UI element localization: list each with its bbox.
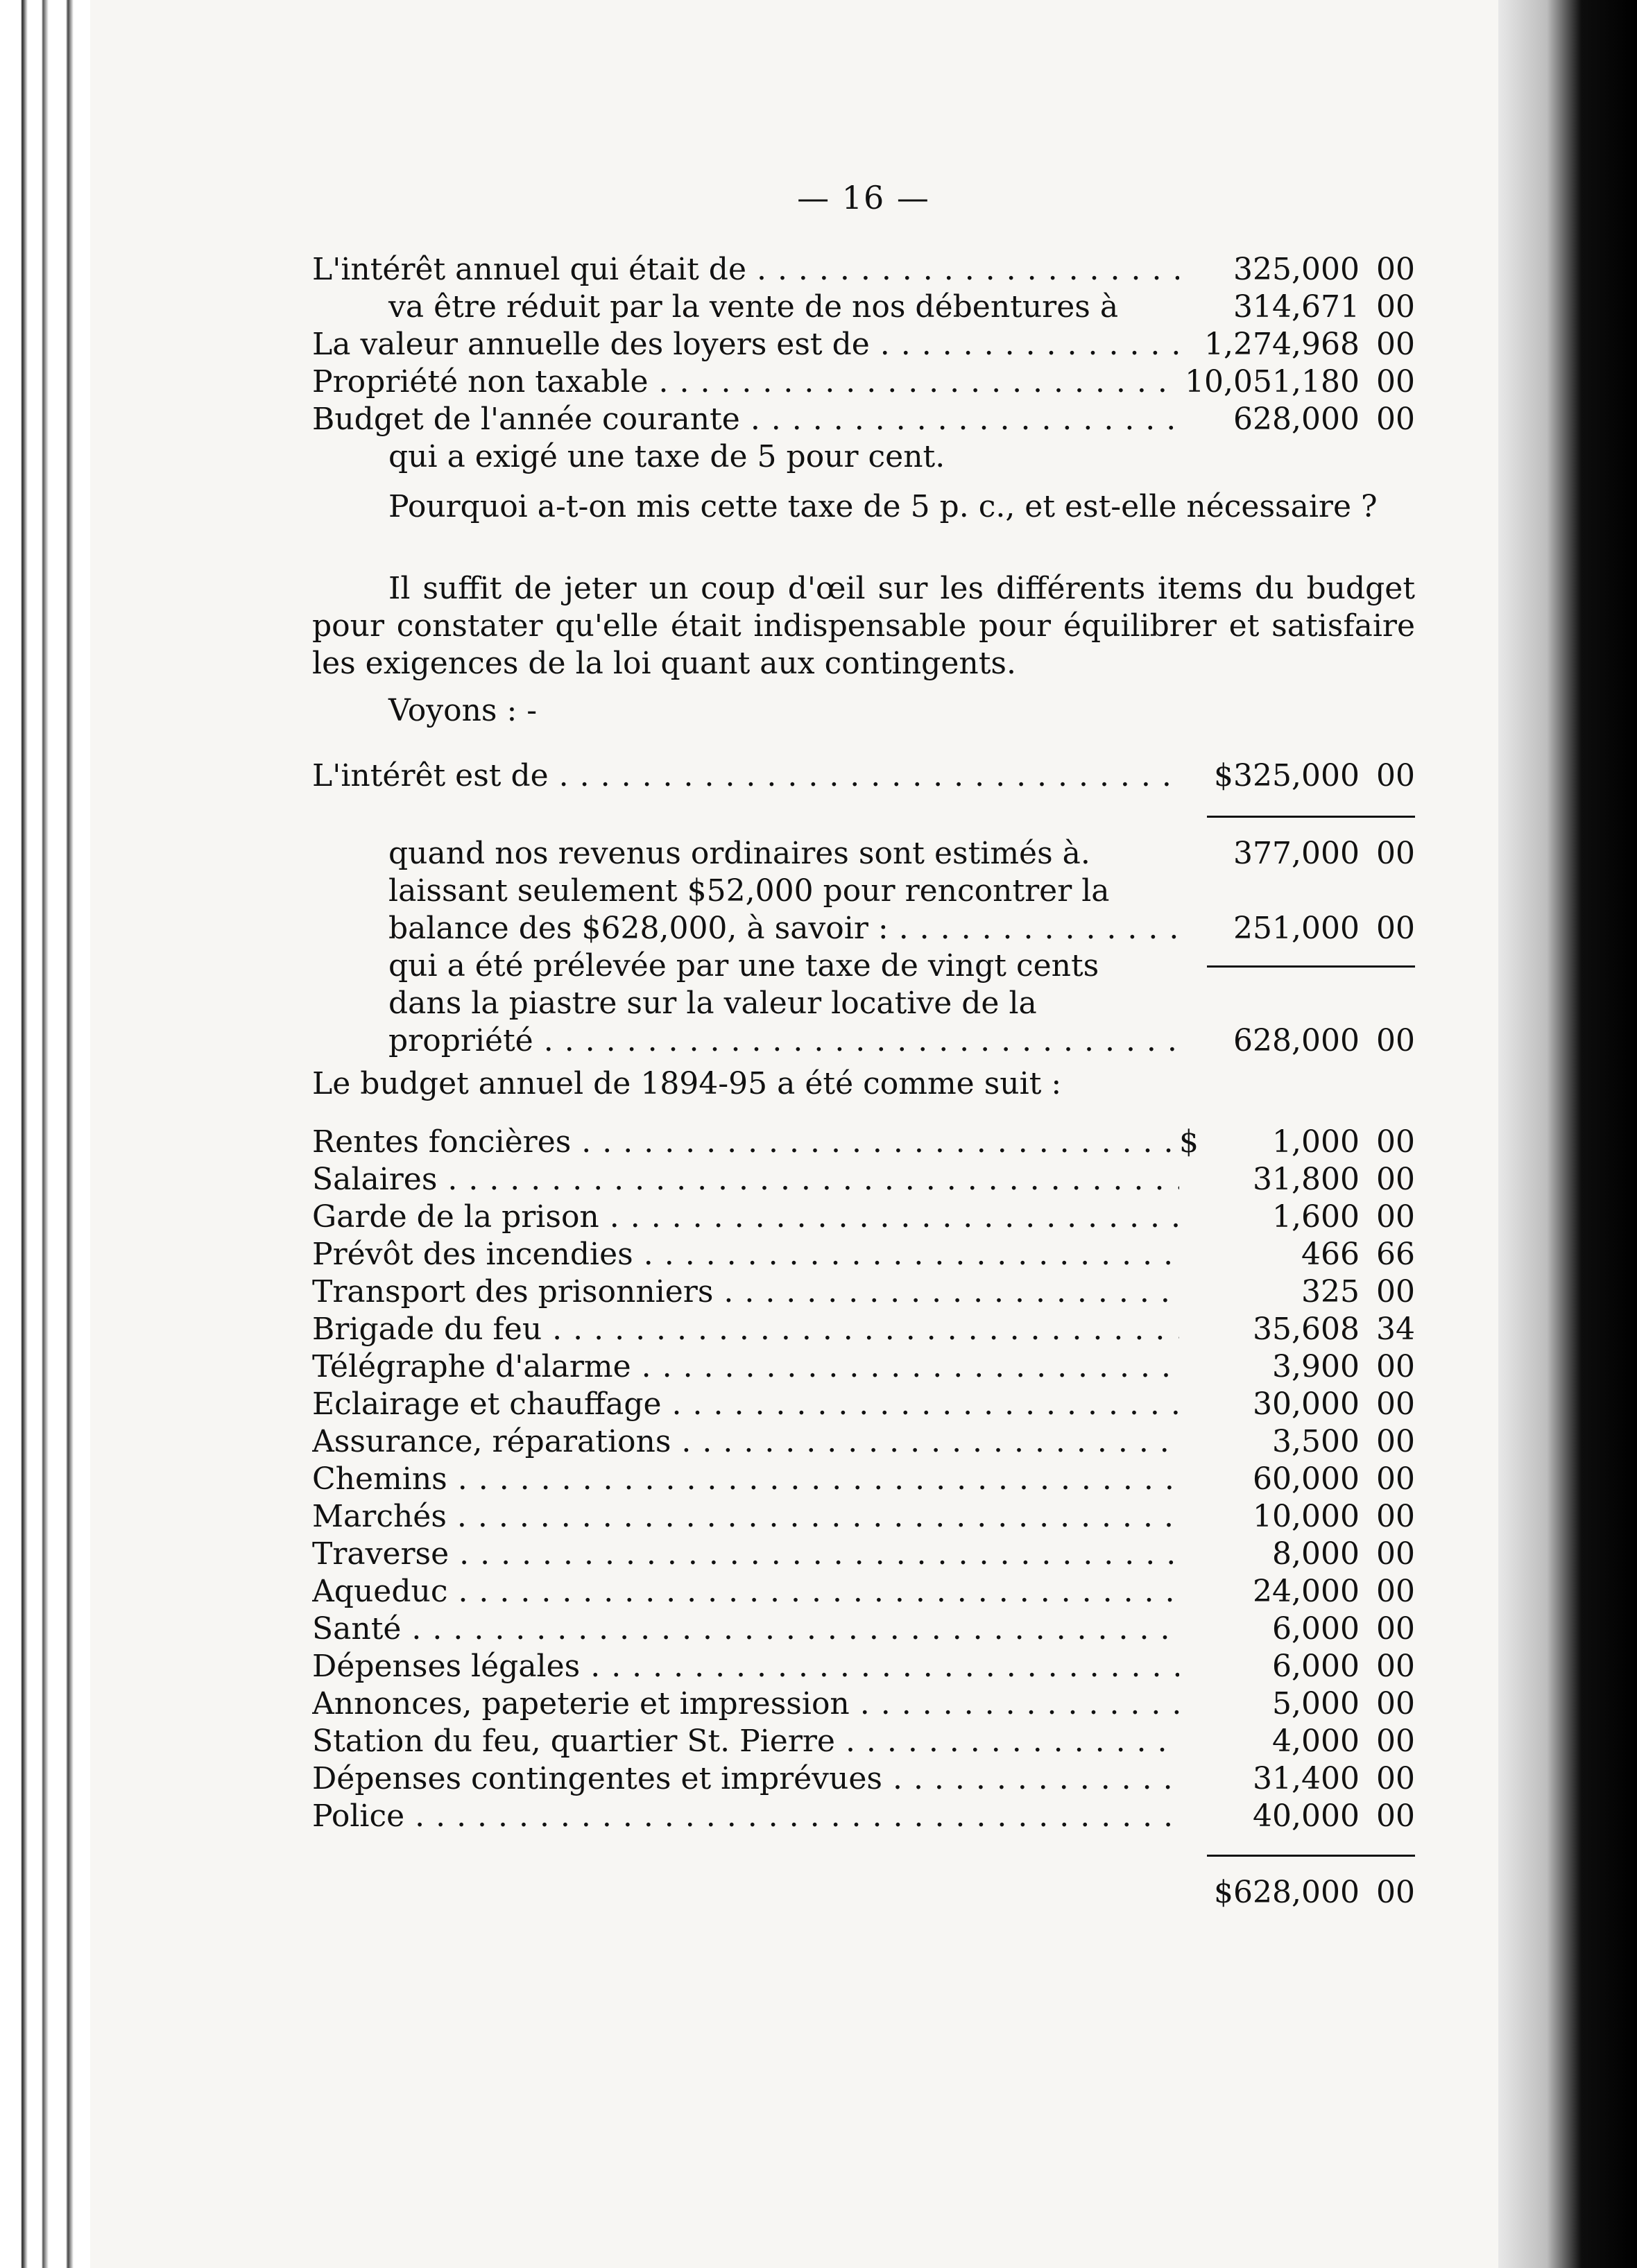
budget-item [312, 1685, 1415, 1723]
budget-item-label: Rentes foncières . . . [312, 1124, 1179, 1161]
revenue-row: quand nos revenus ordinaires sont estimés à. 377,000 00 [388, 836, 1415, 871]
budget-item-label: Brigade du feu . . . [312, 1311, 1179, 1348]
budget-item-label: Transport des prisonniers . . . [312, 1273, 1179, 1311]
budget-item-amount: 6,000 [1272, 1649, 1360, 1684]
budget-item-label: Aqueduc . . . [312, 1573, 1179, 1610]
budget-item [312, 1124, 1415, 1161]
budget-item-cents: 00 [1376, 1274, 1415, 1309]
budget-item-amount: 60,000 [1253, 1461, 1360, 1497]
budget-item-amount: 31,800 [1253, 1162, 1360, 1197]
budget-item-label: Dépenses contingentes et imprévues . . . [312, 1760, 1179, 1798]
budget-item-cents: 00 [1376, 1574, 1415, 1609]
budget-item-amount: 5,000 [1272, 1686, 1360, 1721]
budget-item-amount: 31,400 [1253, 1761, 1360, 1796]
budget-item-cents: 00 [1376, 1798, 1415, 1834]
budget-item-cents: 66 [1376, 1237, 1415, 1272]
revenue-row: dans la piastre sur la valeur locative de la [388, 986, 1037, 1021]
rule [1207, 1855, 1415, 1857]
budget-total: $628,000 00 [1214, 1875, 1415, 1910]
budget-item-amount: 10,000 [1253, 1499, 1360, 1534]
budget-item-cents: 00 [1376, 1349, 1415, 1384]
budget-item-cents: 00 [1376, 1424, 1415, 1459]
budget-item-label: Station du feu, quartier St. Pierre . . . [312, 1723, 1179, 1760]
budget-item-amount: 466 [1301, 1237, 1360, 1272]
budget-item-label: Salaires . . . [312, 1161, 1179, 1199]
budget-item [312, 1498, 1415, 1536]
budget-item [312, 1461, 1415, 1498]
budget-intro: Le budget annuel de 1894-95 a été comme suit : [312, 1066, 1062, 1101]
budget-item-label: Chemins . . . [312, 1461, 1179, 1498]
page-number: — 16 — [797, 179, 930, 216]
budget-item-cents: 00 [1376, 1724, 1415, 1759]
rule [1207, 965, 1415, 968]
budget-item [312, 1573, 1415, 1610]
budget-item [312, 1273, 1415, 1311]
budget-item-label: Traverse . . . [312, 1536, 1179, 1573]
explanation-paragraph: Il suffit de jeter un coup d'œil sur les différents items du budget pour constater qu'elle était indispensable pour équilibrer et satisfaire les exigences de la loi quant aux contingents. [312, 571, 1415, 681]
budget-item-label: Garde de la prison . . . [312, 1199, 1179, 1236]
budget-item [312, 1536, 1415, 1573]
budget-item-label: Marchés . . . [312, 1498, 1179, 1536]
summary-note: qui a exigé une taxe de 5 pour cent. [388, 439, 945, 474]
budget-item-label: Santé . . . [312, 1610, 1179, 1648]
budget-item [312, 1161, 1415, 1199]
summary-row: Budget de l'année courante . . . 628,000 00 [312, 401, 1415, 438]
budget-item-cents: 00 [1376, 1199, 1415, 1235]
budget-item-amount: 40,000 [1253, 1798, 1360, 1834]
voyons-line: Voyons : - [388, 693, 538, 728]
budget-item-amount: 8,000 [1272, 1536, 1360, 1572]
budget-item [312, 1236, 1415, 1273]
budget-item [312, 1798, 1415, 1835]
interest-row: L'intérêt est de . . . $325,000 00 [312, 757, 1415, 795]
budget-item-amount: 4,000 [1272, 1724, 1360, 1759]
budget-item-cents: 00 [1376, 1124, 1415, 1160]
budget-item-amount: 24,000 [1253, 1574, 1360, 1609]
budget-item-amount: 3,900 [1272, 1349, 1360, 1384]
revenue-row: propriété . . . 628,000 00 [312, 1022, 1415, 1060]
budget-item [312, 1199, 1415, 1236]
budget-item-cents: 00 [1376, 1162, 1415, 1197]
budget-item [312, 1423, 1415, 1461]
budget-item [312, 1311, 1415, 1348]
budget-item-cents: 00 [1376, 1611, 1415, 1647]
budget-item-amount: 1,000 [1272, 1124, 1360, 1160]
budget-item-amount: 6,000 [1272, 1611, 1360, 1647]
budget-item-dollar: $ [1179, 1124, 1199, 1160]
budget-item-amount: 35,608 [1253, 1312, 1360, 1347]
budget-item-cents: 00 [1376, 1499, 1415, 1534]
budget-item-label: Police . . . [312, 1798, 1179, 1835]
budget-item [312, 1386, 1415, 1423]
summary-row: Propriété non taxable . . . 10,051,180 00 [312, 363, 1415, 401]
summary-row: L'intérêt annuel qui était de . . . 325,000 00 [312, 251, 1415, 289]
budget-item [312, 1760, 1415, 1798]
revenue-row: qui a été prélevée par une taxe de vingt cents [388, 948, 1099, 983]
scan-right-edge [1498, 0, 1637, 2268]
budget-item-cents: 00 [1376, 1686, 1415, 1721]
budget-item-label: Assurance, réparations . . . [312, 1423, 1179, 1461]
budget-item-cents: 00 [1376, 1649, 1415, 1684]
revenue-row: balance des $628,000, à savoir : . . . 251,000 00 [312, 910, 1415, 947]
budget-item [312, 1648, 1415, 1685]
summary-row: va être réduit par la vente de nos débentures à 314,671 00 [388, 289, 1415, 325]
question-paragraph: Pourquoi a-t-on mis cette taxe de 5 p. c., et est-elle nécessaire ? [388, 489, 1378, 524]
budget-item [312, 1610, 1415, 1648]
budget-item-cents: 00 [1376, 1386, 1415, 1422]
budget-item-cents: 34 [1376, 1312, 1415, 1347]
budget-item-label: Prévôt des incendies . . . [312, 1236, 1179, 1273]
budget-item [312, 1348, 1415, 1386]
budget-item-amount: 1,600 [1272, 1199, 1360, 1235]
rule [1207, 816, 1415, 818]
scan-left-edge [0, 0, 90, 2268]
summary-row: La valeur annuelle des loyers est de . . . 1,274,968 00 [312, 326, 1415, 363]
budget-item-cents: 00 [1376, 1536, 1415, 1572]
revenue-row: laissant seulement $52,000 pour rencontrer la [388, 873, 1110, 909]
budget-item-label: Eclairage et chauffage . . . [312, 1386, 1179, 1423]
budget-item-amount: 30,000 [1253, 1386, 1360, 1422]
budget-item-amount: 3,500 [1272, 1424, 1360, 1459]
budget-item-cents: 00 [1376, 1761, 1415, 1796]
budget-item-label: Télégraphe d'alarme . . . [312, 1348, 1179, 1386]
budget-item [312, 1723, 1415, 1760]
budget-item-amount: 325 [1301, 1274, 1360, 1309]
budget-item-label: Annonces, papeterie et impression . . . [312, 1685, 1179, 1723]
budget-item-label: Dépenses légales . . . [312, 1648, 1179, 1685]
budget-item-cents: 00 [1376, 1461, 1415, 1497]
